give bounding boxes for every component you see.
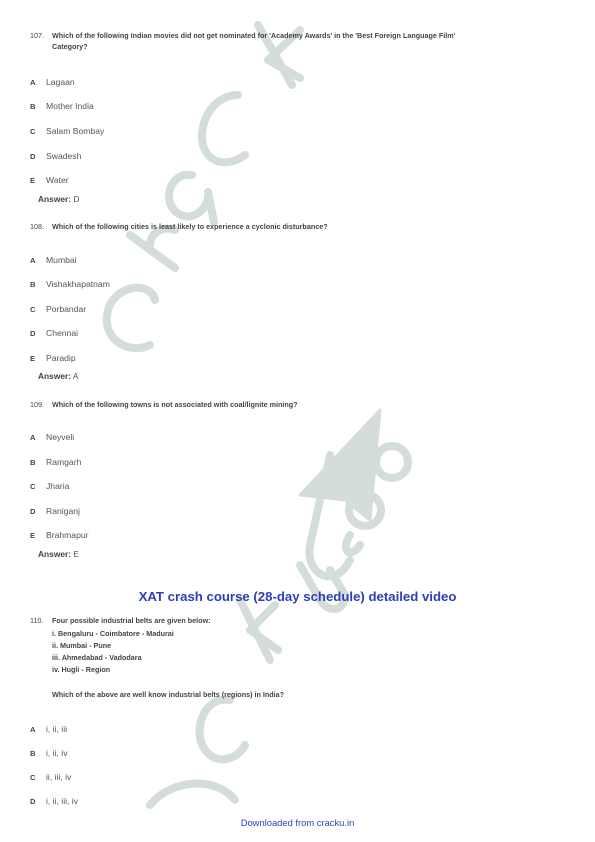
option-text: Paradip [46, 353, 76, 363]
option-d[interactable] [30, 151, 81, 161]
question-text: Which of the following towns is not associated with coal/lignite mining? [52, 400, 298, 409]
option-text: ii, iii, iv [46, 772, 72, 782]
option-letter: D [30, 329, 36, 338]
answer [38, 371, 79, 381]
option-e[interactable] [30, 175, 69, 185]
option-text: Vishakhapatnam [46, 279, 110, 289]
option-letter: C [30, 305, 36, 314]
option-letter: E [30, 354, 36, 363]
option-text: i, ii, iii [46, 724, 68, 734]
option-letter: C [30, 482, 36, 491]
option-e[interactable] [30, 530, 89, 540]
option-b[interactable] [30, 457, 81, 467]
xat-crash-course-link[interactable]: XAT crash course (28-day schedule) detailed video [138, 589, 457, 604]
option-a[interactable] [30, 432, 74, 442]
option-b[interactable] [30, 279, 110, 289]
question-107 [30, 30, 455, 41]
option-letter: A [30, 256, 36, 265]
footer-download-link[interactable]: Downloaded from cracku.in [240, 817, 355, 828]
option-b[interactable] [30, 101, 94, 111]
question-110 [30, 615, 211, 626]
option-c[interactable] [30, 126, 104, 136]
option-d[interactable] [30, 506, 80, 516]
answer [38, 194, 79, 204]
option-letter: D [30, 152, 36, 161]
option-letter: E [30, 176, 36, 185]
question-text: Four possible industrial belts are given below: [52, 616, 211, 625]
option-text: Chennai [46, 328, 79, 338]
belt-item: ii. Mumbai - Pune [52, 641, 112, 650]
option-text: Ramgarh [46, 457, 82, 467]
question-number: 110. [30, 616, 44, 625]
option-letter: C [30, 127, 36, 136]
answer-label: Answer: [38, 194, 72, 204]
answer-value: E [73, 549, 79, 559]
question-text: Which of the following cities is least likely to experience a cyclonic disturbance? [52, 222, 328, 231]
option-a[interactable] [30, 724, 67, 734]
option-letter: E [30, 531, 36, 540]
option-letter: B [30, 280, 36, 289]
option-c[interactable] [30, 481, 69, 491]
option-letter: B [30, 458, 36, 467]
option-text: Salam Bombay [46, 126, 105, 136]
option-letter: A [30, 433, 36, 442]
option-text: Lagaan [46, 77, 75, 87]
answer [38, 549, 79, 559]
option-letter: D [30, 507, 36, 516]
option-text: i, ii, iv [46, 748, 68, 758]
option-d[interactable] [30, 328, 78, 338]
option-letter: A [30, 78, 36, 87]
option-d[interactable] [30, 796, 78, 806]
belt-item: i. Bengaluru - Coimbatore - Madurai [52, 629, 174, 638]
answer-value: D [73, 194, 80, 204]
question-109 [30, 399, 298, 410]
option-text: Raniganj [46, 506, 80, 516]
question-text: Which of the following Indian movies did not get nominated for 'Academy Awards' in the 'Best Foreign Language Film' [52, 31, 456, 40]
option-text: Mother India [46, 101, 94, 111]
option-letter: D [30, 797, 36, 806]
question-prompt: Which of the above are well know industrial belts (regions) in India? [52, 690, 285, 699]
option-letter: A [30, 725, 36, 734]
question-107-line2: Category? [52, 42, 88, 51]
option-text: Brahmapur [46, 530, 89, 540]
option-text: Porbandar [46, 304, 87, 314]
answer-label: Answer: [38, 371, 72, 381]
option-text: Mumbai [46, 255, 77, 265]
answer-value: A [72, 371, 79, 381]
option-letter: B [30, 749, 36, 758]
question-108 [30, 221, 328, 232]
option-c[interactable] [30, 304, 86, 314]
option-text: Water [46, 175, 69, 185]
option-a[interactable] [30, 255, 77, 265]
option-text: i, ii, iii, iv [46, 796, 78, 806]
question-number: 109. [30, 400, 44, 409]
option-text: Jharia [46, 481, 70, 491]
option-text: Neyveli [46, 432, 75, 442]
option-letter: C [30, 773, 36, 782]
option-c[interactable] [30, 772, 71, 782]
belt-item: iii. Ahmedabad - Vadodara [52, 653, 142, 662]
option-b[interactable] [30, 748, 67, 758]
option-a[interactable] [30, 77, 75, 87]
answer-label: Answer: [38, 549, 72, 559]
belt-item: iv. Hugli - Region [52, 665, 111, 674]
question-number: 107. [30, 31, 44, 40]
option-letter: B [30, 102, 36, 111]
option-e[interactable] [30, 353, 76, 363]
option-text: Swadesh [46, 151, 82, 161]
question-number: 108. [30, 222, 44, 231]
